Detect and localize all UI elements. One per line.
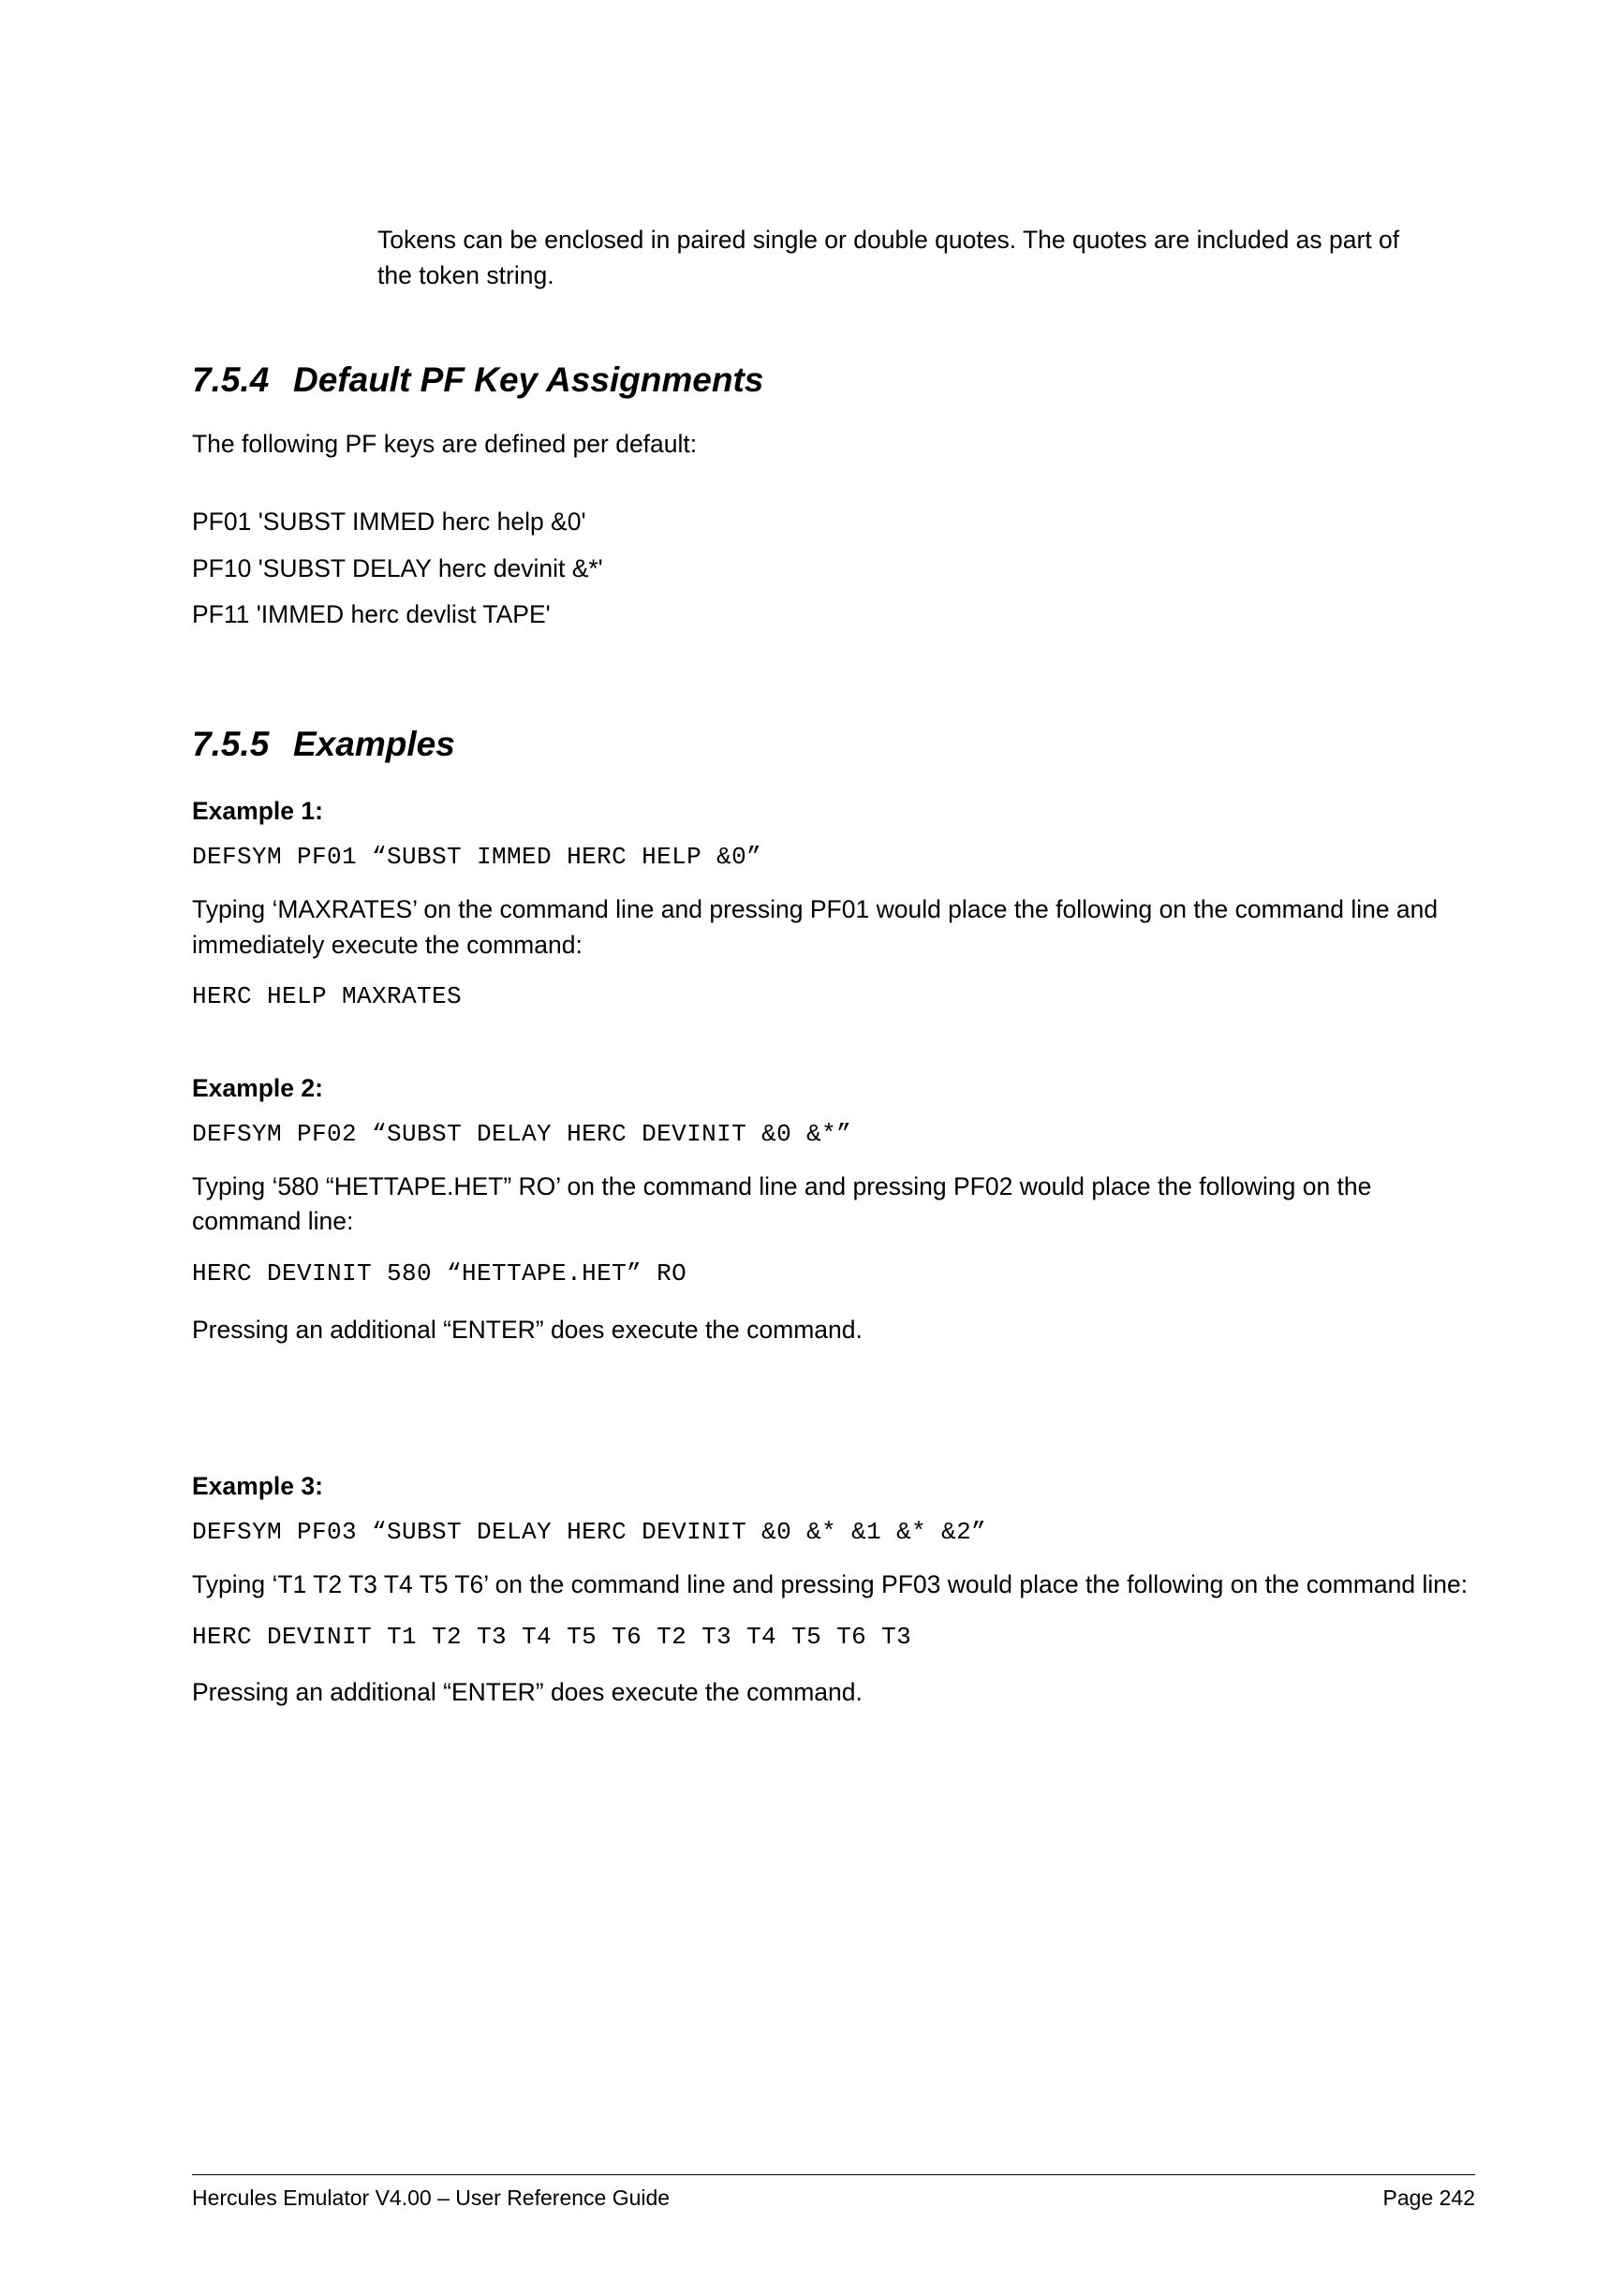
example-1-label: Example 1:: [192, 797, 323, 826]
section-heading-754: [192, 359, 1475, 402]
example-3-result: HERC DEVINIT T1 T2 T3 T4 T5 T6 T2 T3 T4 T5 T6 T3: [192, 1622, 912, 1651]
example-2-note: Pressing an additional “ENTER” does execute the command.: [192, 1315, 863, 1344]
example-2-result: HERC DEVINIT 580 “HETTAPE.HET” RO: [192, 1259, 687, 1288]
section-number-755: 7.5.5: [192, 725, 270, 763]
pf-key-line-3: PF11 'IMMED herc devlist TAPE': [192, 600, 551, 629]
example-2-description: Typing ‘580 “HETTAPE.HET” RO’ on the command line and pressing PF02 would place the following on the command line:: [192, 1171, 1372, 1236]
section-heading-755: [192, 723, 1475, 766]
example-3-description: Typing ‘T1 T2 T3 T4 T5 T6’ on the command line and pressing PF03 would place the following on the command line:: [192, 1570, 1469, 1599]
footer-page-number: Page 242: [1382, 2186, 1475, 2210]
section-number-754: 7.5.4: [192, 361, 270, 400]
section-754-intro: The following PF keys are defined per default:: [192, 429, 698, 458]
example-3-label: Example 3:: [192, 1472, 323, 1501]
pf-key-line-2: PF10 'SUBST DELAY herc devinit &*': [192, 553, 603, 582]
example-3-definition: DEFSYM PF03 “SUBST DELAY HERC DEVINIT &0 &* &1 &* &2”: [192, 1518, 987, 1547]
pf-key-line-1: PF01 'SUBST IMMED herc help &0': [192, 508, 586, 537]
example-2-definition: DEFSYM PF02 “SUBST DELAY HERC DEVINIT &0 &*”: [192, 1120, 852, 1149]
example-1-definition: DEFSYM PF01 “SUBST IMMED HERC HELP &0”: [192, 843, 762, 872]
example-1-description: Typing ‘MAXRATES’ on the command line and pressing PF01 would place the following on the command line and immediately execute the command:: [192, 895, 1439, 959]
section-title-755: Examples: [293, 725, 455, 763]
example-3-note: Pressing an additional “ENTER” does execute the command.: [192, 1678, 863, 1707]
footer-document-title: Hercules Emulator V4.00 – User Reference Guide: [192, 2186, 671, 2210]
footer-divider: [192, 2174, 1475, 2175]
intro-paragraph: Tokens can be enclosed in paired single or double quotes. The quotes are included as part of the token string.: [377, 226, 1400, 289]
section-title-754: Default PF Key Assignments: [293, 361, 764, 400]
page-footer: [192, 2174, 1475, 2211]
example-1-result: HERC HELP MAXRATES: [192, 982, 463, 1011]
footer-row: [192, 2186, 1475, 2211]
page-content: [192, 223, 1475, 1711]
example-2-label: Example 2:: [192, 1073, 323, 1102]
